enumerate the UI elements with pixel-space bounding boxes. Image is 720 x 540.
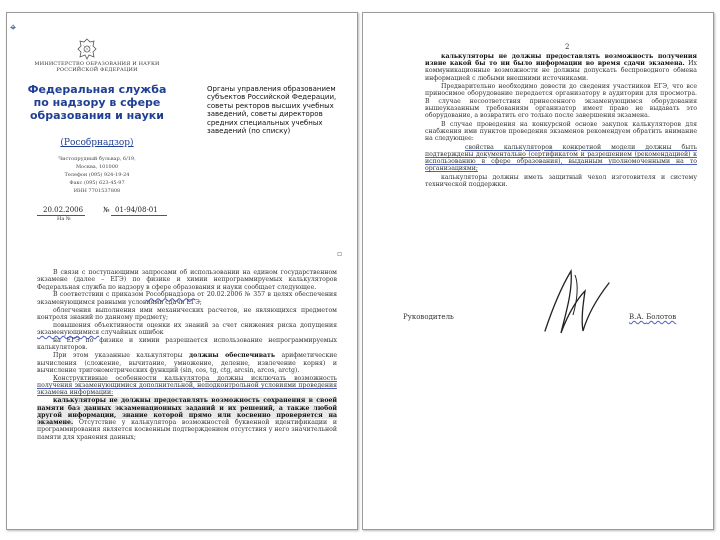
address-phone: Телефон (095) 924-19-24 [64, 172, 130, 178]
signatory-surname: Болотов [646, 313, 677, 321]
reference-number: 01-94/08-01 [115, 206, 158, 214]
agency-name: Федеральная служба по надзору в сфере образования и науки [27, 83, 167, 122]
letter-body [37, 269, 337, 442]
reference-date: 20.02.2006 [43, 206, 84, 214]
paragraph: В случае проведения на конкурсной основе закупок калькуляторов для снабжения ими пунктов проведения экзаменов рекомендуем обратить внимание на следующее: [425, 120, 697, 143]
ministry-name: МИНИСТЕРСТВО ОБРАЗОВАНИЯ И НАУКИ РОССИЙСКОЙ ФЕДЕРАЦИИ [34, 61, 160, 73]
paragraph: облегчения выполнения ими механических расчетов, не являющихся предметом контроля знаний по данному предмету; [37, 306, 337, 321]
paragraph: калькуляторы не должны предоставлять возможность сохранения в своей памяти баз данных экзаменационных заданий и их решений, а также любой другой информации, знание которой прямо или косвенно проверяется на экзамене. Отсутствие у калькулятора возможностей буквенной идентификации и программирования является косвенным подтверждением отсутствия у него значительной памяти для хранения данных; [37, 397, 337, 441]
signatory-title: Руководитель [403, 313, 454, 321]
paragraph: калькуляторы не должны предоставлять возможность получения извне какой бы то ни было информации во время сдачи экзамена. Их коммуникационные возможности не должны допускать беспроводного обмена информацией с любыми внешними источниками. [425, 53, 698, 82]
paragraph: В связи с поступающими запросами об использовании на едином государственном экзамене (далее – ЕГЭ) по физике и химии непрограммируемых калькуляторов Федеральная служба по надзору в сфере образования и науки сообщает следующее. [37, 269, 337, 291]
address-inn: ИНН 7701537808 [73, 188, 121, 194]
signatory-initials: В.А. [629, 313, 647, 321]
paragraph: калькуляторы должны иметь защитный чехол изготовителя и систему технической поддержки. [425, 173, 697, 189]
page-number: 2 [565, 43, 570, 51]
anchor-icon: ▫ [337, 249, 343, 258]
ref-number-line [111, 215, 167, 216]
spelling-flag: экзаменующимися [37, 329, 100, 337]
signatory-name [629, 313, 676, 321]
reference-no-label: № [103, 206, 110, 214]
agency-address [27, 155, 167, 195]
reply-to-label: На № [57, 216, 71, 222]
address-fax: Факс (095) 623-45-97 [69, 180, 125, 186]
move-handle-icon[interactable]: ⌖ [10, 21, 17, 34]
address-street: Чистопрудный бульвар, 6/19, [58, 156, 136, 162]
paragraph: В соответствии с приказом Рособрнадзора от 20.02.2006 № 357 в целях обеспечения экзаменующимся равными условиями сдачи ЕГЭ; [37, 291, 337, 306]
recipient-block: Органы управления образованием субъектов Российской Федерации, советы ректоров высших учебных заведений, советы директоров средних специальных учебных заведений (по списку) [207, 85, 337, 136]
address-city: Москва, 101000 [75, 164, 119, 170]
paragraph: повышения объективности оценки их знаний за счет снижения риска допущения экзаменующимися случайных ошибок [37, 321, 337, 337]
paragraph-underlined: свойства калькуляторов конкретной модели должны быть подтверждены документально (сертификатом и разрешением (рекомендацией) к использованию в сфере образования), выданным уполномоченными на то организациями; [425, 143, 697, 173]
paragraph: При этом указанные калькуляторы должны обеспечивать арифметические вычисления (сложение, вычитание, умножение, деление, извлечение корня) и вычисление тригонометрических функций (sin, cos, tg, ctg, arcsin, arcos, arctg). [37, 352, 337, 374]
coat-of-arms-emblem [75, 37, 99, 61]
letter-page-1 [6, 12, 358, 530]
letter-body-continued [425, 53, 697, 190]
spelling-flag: Рособрнадзора [145, 291, 195, 299]
handwritten-signature [535, 261, 619, 345]
paragraph: Предварительно необходимо довести до сведения участников ЕГЭ, что все приносимое оборудование передается организатору в аудитории для просмотра. В случае несоответствия принесенного экзаменующимся оборудования вышеуказанным требованиям организатор имеет право не выдавать это оборудование, а возвратить его только после завершения экзамена. [425, 83, 697, 120]
letter-page-2 [362, 12, 714, 530]
agency-short-name: (Рособрнадзор) [60, 138, 134, 148]
paragraph-underlined: Конструктивные особенности калькулятора должны исключать возможность получения экзаменующимися дополнительной, неподконтрольной условиями проведения экзамена информации: [37, 374, 337, 397]
paragraph: на ЕГЭ по физике и химии разрешается использование непрограммируемых калькуляторов. [37, 337, 337, 352]
